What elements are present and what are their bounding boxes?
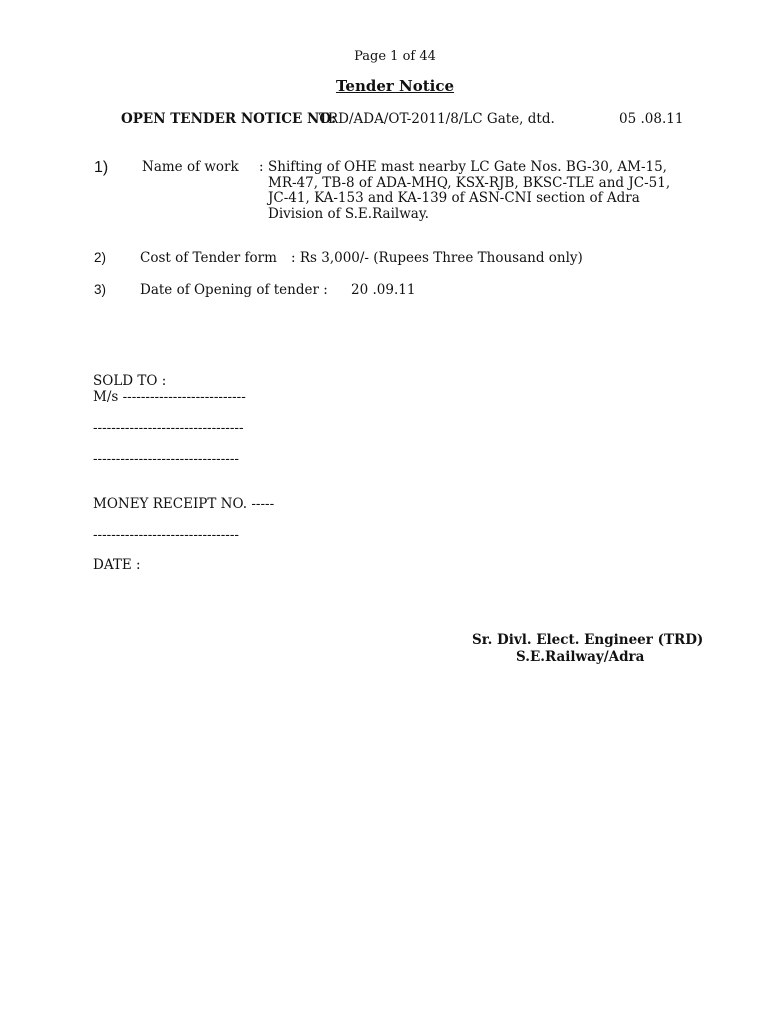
item-1-label: Name of work (142, 159, 239, 175)
blank-line: --------------------------------- (93, 420, 244, 436)
blank-line: -------------------------------- (93, 451, 239, 467)
money-receipt-line: MONEY RECEIPT NO. ----- (93, 496, 275, 512)
date-label: DATE : (93, 557, 141, 573)
item-1-colon: : (259, 159, 264, 175)
work-description-line-4: Division of S.E.Railway. (268, 206, 429, 222)
item-2-label: Cost of Tender form (140, 250, 277, 266)
page-number: Page 1 of 44 (354, 49, 436, 64)
signatory-office: S.E.Railway/Adra (516, 649, 645, 665)
work-description-line-1: Shifting of OHE mast nearby LC Gate Nos. BG-30, AM-15, (268, 159, 667, 175)
item-3-label: Date of Opening of tender : (140, 282, 328, 298)
buyer-name-line: M/s --------------------------- (93, 389, 246, 405)
sold-to-label: SOLD TO : (93, 373, 167, 389)
work-description-line-3: JC-41, KA-153 and KA-139 of ASN-CNI section of Adra (268, 190, 640, 206)
item-3-number: 3) (94, 282, 107, 297)
item-1-number: 1) (94, 159, 109, 176)
notice-date: 05 .08.11 (619, 111, 684, 127)
opening-date: 20 .09.11 (351, 282, 416, 298)
document-title: Tender Notice (335, 77, 455, 95)
blank-line: -------------------------------- (93, 527, 239, 543)
item-2-number: 2) (94, 250, 107, 265)
tender-form-cost: : Rs 3,000/- (Rupees Three Thousand only) (291, 250, 583, 266)
notice-number: TRD/ADA/OT-2011/8/LC Gate, dtd. (319, 111, 555, 127)
signatory-designation: Sr. Divl. Elect. Engineer (TRD) (472, 632, 704, 648)
work-description-line-2: MR-47, TB-8 of ADA-MHQ, KSX-RJB, BKSC-TLE and JC-51, (268, 175, 671, 191)
notice-label: OPEN TENDER NOTICE NO: (121, 111, 337, 127)
